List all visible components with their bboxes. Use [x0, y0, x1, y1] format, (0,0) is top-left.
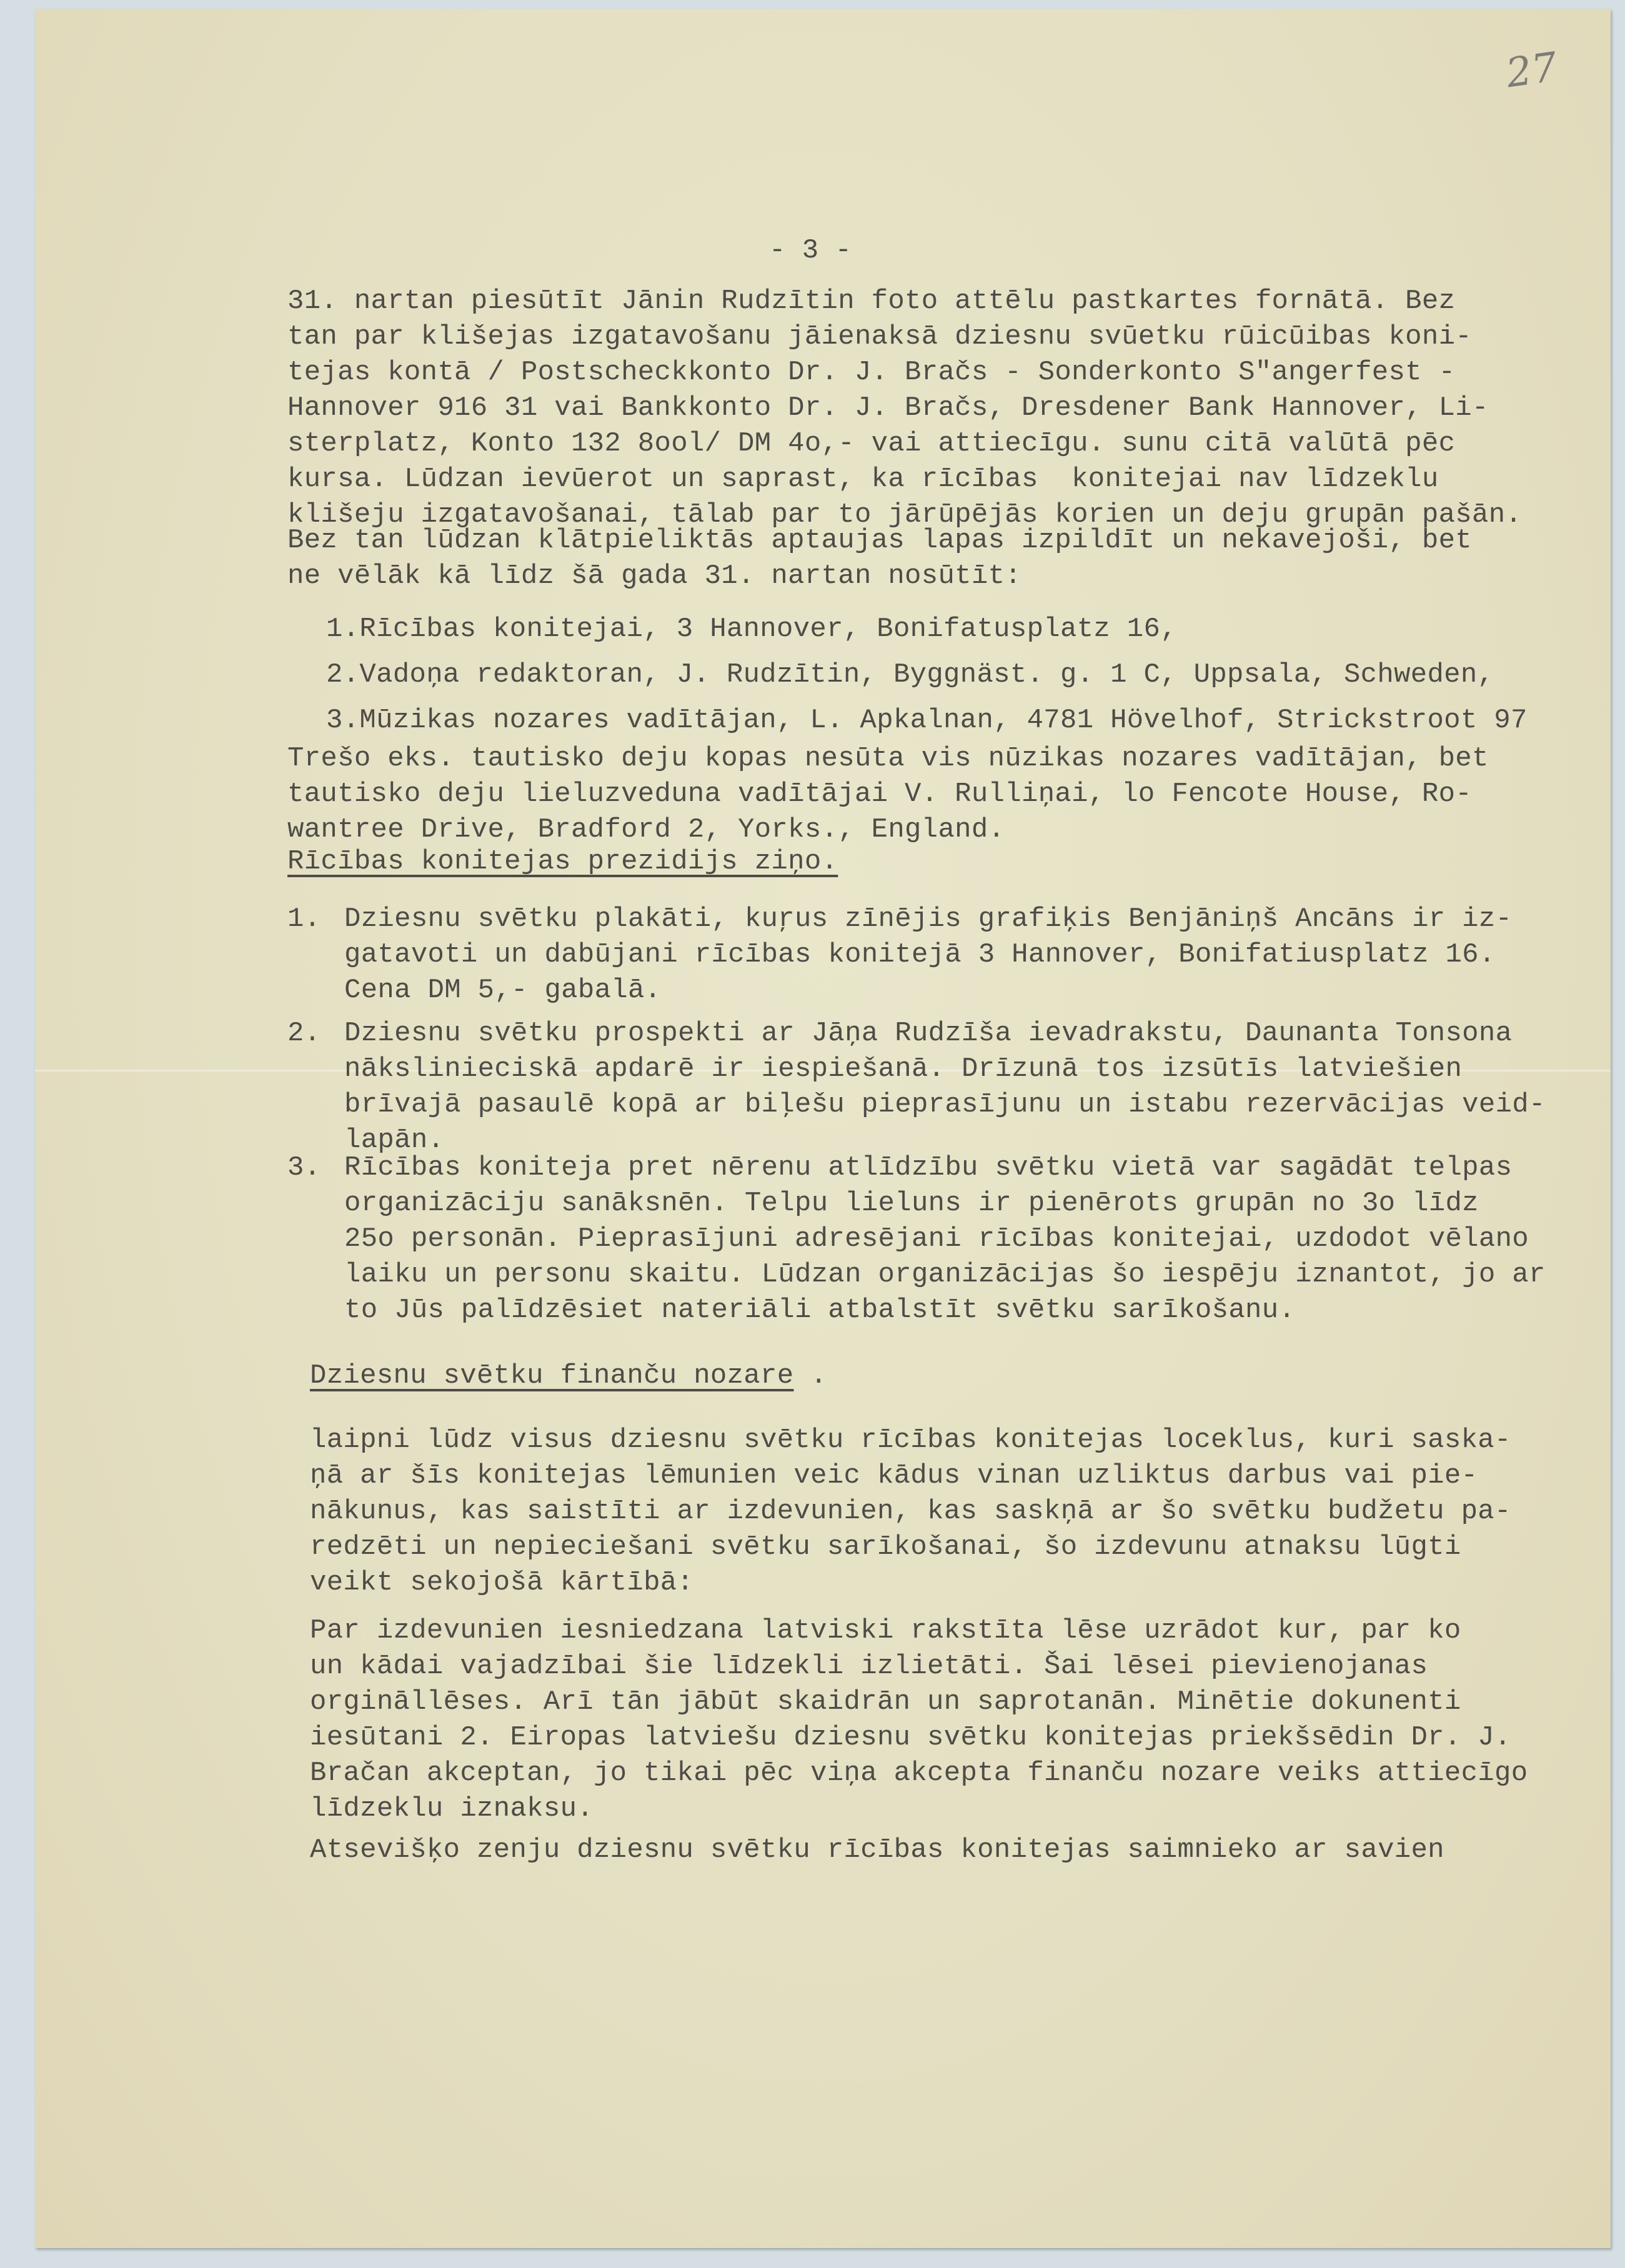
text-line: veikt sekojošā kārtībā:: [310, 1567, 694, 1598]
text-line: Hannover 916 31 vai Bankkonto Dr. J. Bračs, Dresdener Bank Hannover, Li-: [287, 392, 1489, 424]
text-line: klišeju izgatavošanai, tālab par to jārūpējās korien un deju grupān pašān.: [287, 499, 1523, 530]
text-line: laiku un personu skaitu. Lūdzan organizācijas šo iespēju iznantot, jo ar: [344, 1259, 1546, 1290]
text-line: 25o personān. Pieprasījuni adresējani rīcības konitejai, uzdodot vēlano: [344, 1223, 1529, 1255]
text-line: gatavoti un dabūjani rīcības konitejā 3 Hannover, Bonifatiusplatz 16.: [344, 939, 1496, 970]
paragraph-4: [310, 1423, 1511, 1601]
item-number-1: 1.: [287, 903, 321, 935]
text-line: to Jūs palīdzēsiet nateriāli atbalstīt svētku sarīkošanu.: [344, 1295, 1296, 1326]
text-line: tejas kontā / Postscheckkonto Dr. J. Bračs - Sonderkonto S"angerfest -: [287, 357, 1456, 388]
text-line: iesūtani 2. Eiropas latviešu dziesnu svētku konitejas priekšsēdin Dr. J.: [310, 1722, 1511, 1753]
text-line: 31. nartan piesūtīt Jānin Rudzītin foto attēlu pastkartes fornātā. Bez: [287, 286, 1456, 317]
text-line: 3.Mūzikas nozares vadītājan, L. Apkalnan, 4781 Hövelhof, Strickstroot 97: [326, 705, 1528, 736]
text-line: ne vēlāk kā līdz šā gada 31. nartan nosūtīt:: [287, 560, 1021, 592]
paragraph-1: [287, 284, 1522, 533]
text-line: kursa. Lūdzan ievūerot un saprast, ka rīcības konitejai nav līdzeklu: [287, 464, 1439, 495]
paragraph-2: [287, 523, 1472, 594]
text-line: wantree Drive, Bradford 2, Yorks., England.: [287, 814, 1005, 845]
text-line: tautisko deju lieluzveduna vadītājai V. Rulliņai, lo Fencote House, Ro-: [287, 778, 1473, 810]
document-page: [35, 9, 1611, 2248]
text-line: Bračan akceptan, jo tikai pēc viņa akcepta finanču nozare veiks attiecīgo: [310, 1758, 1528, 1789]
paragraph-3: [287, 741, 1489, 848]
paragraph-6: [310, 1833, 1444, 1868]
text-line: Rīcības koniteja pret nērenu atlīdzību svētku vietā var sagādāt telpas: [344, 1152, 1513, 1183]
text-line: 1.Rīcības konitejai, 3 Hannover, Bonifatusplatz 16,: [326, 614, 1177, 645]
text-line: Trešo eks. tautisko deju kopas nesūta vis nūzikas nozares vadītājan, bet: [287, 743, 1489, 774]
text-line: nākslinieciskā apdarē ir iespiešanā. Drīzunā tos izsūtīs latviešien: [344, 1053, 1463, 1085]
text-line: lapān.: [344, 1125, 445, 1156]
text-line: nākunus, kas saistīti ar izdevunien, kas saskņā ar šo svētku budžetu pa-: [310, 1496, 1511, 1527]
text-line: Bez tan lūdzan klātpieliktās aptaujas lapas izpildīt un nekavejoši, bet: [287, 525, 1473, 556]
item-1-text: [344, 902, 1512, 1008]
text-line: redzēti un nepieciešani svētku sarīkošanai, šo izdevunu atnaksu lūgti: [310, 1531, 1461, 1563]
handwritten-page-mark: 27: [1503, 44, 1561, 97]
item-3-text: [344, 1150, 1546, 1328]
text-line: līdzeklu iznaksu.: [310, 1793, 594, 1824]
paragraph-5: [310, 1613, 1528, 1827]
text-line: Par izdevunien iesniedzana latviski rakstīta lēse uzrādot kur, par ko: [310, 1615, 1461, 1646]
page-number: - 3 -: [769, 235, 852, 266]
item-number-2: 2.: [287, 1018, 321, 1049]
text-line: Cena DM 5,- gabalā.: [344, 975, 662, 1006]
text-line: ņā ar šīs konitejas lēmunien veic kādus vinan uzliktus darbus vai pie-: [310, 1460, 1478, 1491]
heading-presidium: [287, 844, 838, 880]
text-line: laipni lūdz visus dziesnu svētku rīcības konitejas loceklus, kuri saska-: [310, 1425, 1511, 1456]
text-line: Dziesnu svētku plakāti, kuŗus zīnējis grafiķis Benjāniņš Ancāns ir iz-: [344, 903, 1513, 935]
item-number-3: 3.: [287, 1152, 321, 1183]
heading-presidium-text: Rīcības konitejas prezidijs ziņo.: [287, 846, 838, 877]
text-line: orgināllēses. Arī tān jābūt skaidrān un saprotanān. Minētie dokunenti: [310, 1686, 1461, 1718]
text-line: brīvajā pasaulē kopā ar biļešu pieprasījunu un istabu rezervācijas veid-: [344, 1089, 1546, 1120]
text-line: Dziesnu svētku prospekti ar Jāņa Rudzīša ievadrakstu, Daunanta Tonsona: [344, 1018, 1513, 1049]
heading-finance-text: Dziesnu svētku finanču nozare: [310, 1360, 794, 1391]
text-line: Atsevišķo zenju dziesnu svētku rīcības konitejas saimnieko ar savien: [310, 1834, 1444, 1866]
text-line: un kādai vajadzībai šie līdzekli izlietāti. Šai lēsei pievienojanas: [310, 1651, 1428, 1682]
item-2-text: [344, 1016, 1546, 1158]
text-line: tan par klišejas izgatavošanu jāienaksā dziesnu svūetku rūicūibas koni-: [287, 321, 1473, 352]
text-line: organizāciju sanāksnēn. Telpu lieluns ir pienērots grupān no 3o līdz: [344, 1188, 1479, 1219]
heading-finance: [310, 1358, 827, 1394]
text-line: 2.Vadoņa redaktoran, J. Rudzītin, Byggnäst. g. 1 C, Uppsala, Schweden,: [326, 659, 1494, 690]
heading-finance-suffix: .: [793, 1360, 827, 1391]
recipients-list: [326, 607, 1528, 744]
text-line: sterplatz, Konto 132 8ool/ DM 4o,- vai attiecīgu. sunu citā valūtā pēc: [287, 428, 1456, 459]
